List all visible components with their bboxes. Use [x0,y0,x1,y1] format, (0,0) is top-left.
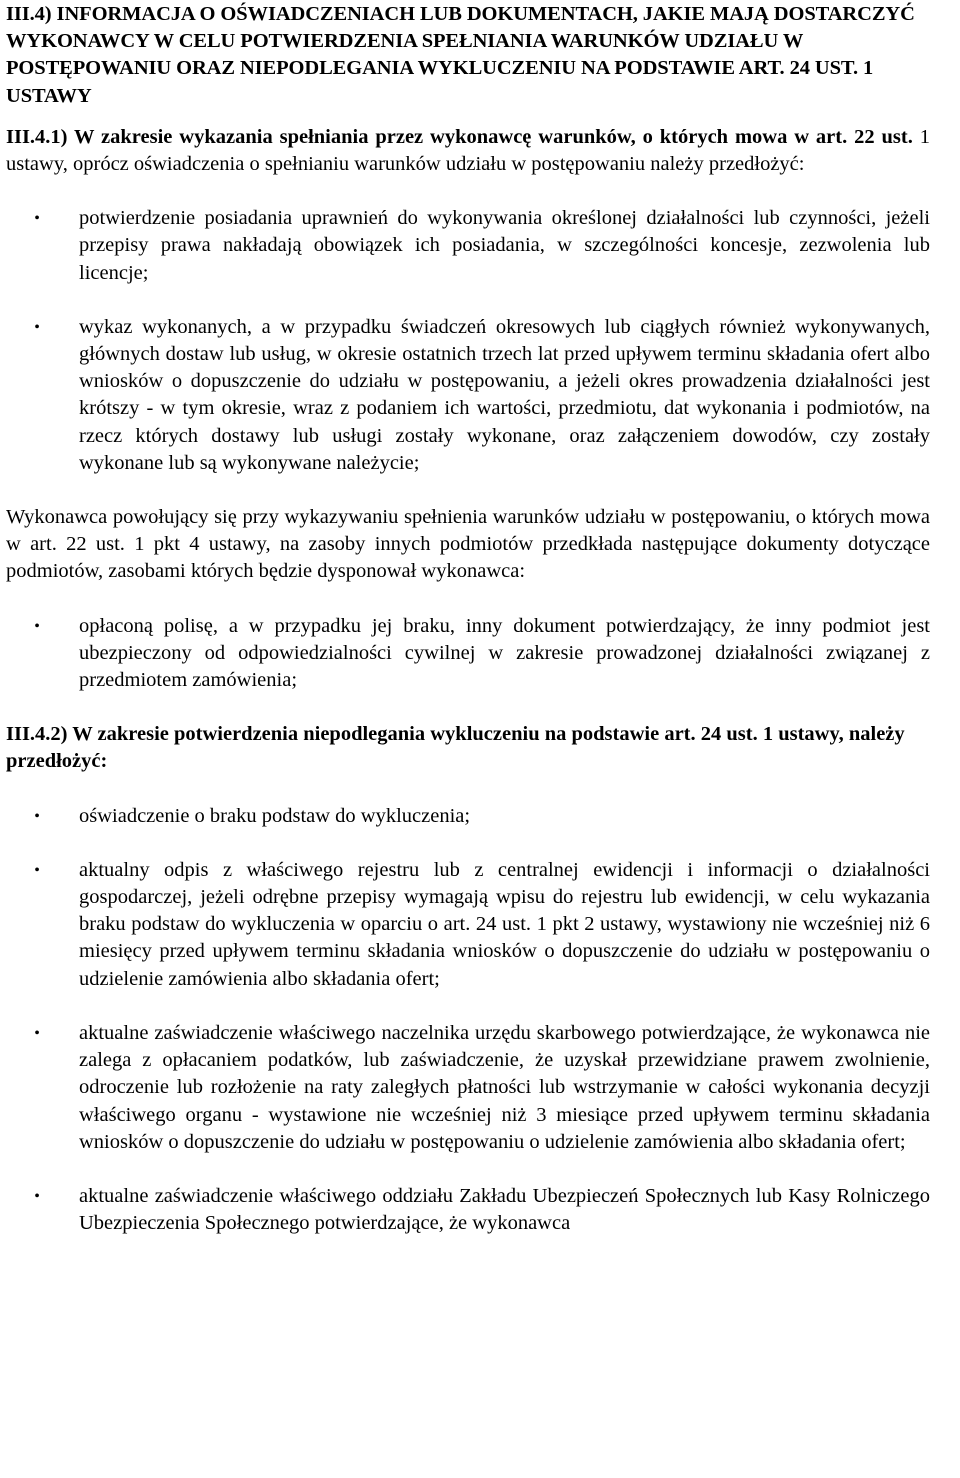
list-item-text: aktualne zaświadczenie właściwego naczelnika urzędu skarbowego potwierdzające, że wykonawca nie zalega z opłacaniem podatków, lub zaświadczenie, że uzyskał przewidziane prawem zwolnienie, odroczenie lub rozłożenie na raty zaległych płatności lub wstrzymanie w całości wykonania decyzji właściwego organu - wystawione nie wcześniej niż 3 miesiące przed upływem terminu składania wniosków o dopuszczenie do udziału w postępowaniu o udzielenie zamówienia albo składania ofert; [79,1021,930,1153]
subsection-1-heading-bold: III.4.1) W zakresie wykazania spełniania przez wykonawcę warunków, o których mowa w art. 22 ust. [6,125,913,148]
subsection-1-heading [6,124,930,178]
subsection-1-resources-list [6,613,930,695]
document-page [6,1,930,1237]
list-item-text: aktualne zaświadczenie właściwego oddziału Zakładu Ubezpieczeń Społecznych lub Kasy Rolniczego Ubezpieczenia Społecznego potwierdzające, że wykonawca [79,1184,930,1235]
bullet-icon: • [34,617,40,635]
bullet-icon: • [34,1187,40,1205]
bullet-icon: • [34,807,40,825]
bullet-icon: • [34,318,40,336]
subsection-2-heading: III.4.2) W zakresie potwierdzenia niepodlegania wykluczeniu na podstawie art. 24 ust. 1 ustawy, należy przedłożyć: [6,723,905,773]
section-heading: III.4) INFORMACJA O OŚWIADCZENIACH LUB DOKUMENTACH, JAKIE MAJĄ DOSTARCZYĆ WYKONAWCY W CELU POTWIERDZENIA SPEŁNIANIA WARUNKÓW UDZIAŁU W POSTĘPOWANIU ORAZ NIEPODLEGANIA WYKLUCZENIU NA PODSTAWIE ART. 24 UST. 1 USTAWY [6,3,915,107]
subsection-2-list [6,803,930,1238]
list-item-text: aktualny odpis z właściwego rejestru lub z centralnej ewidencji i informacji o działalności gospodarczej, jeżeli odrębne przepisy wymagają wpisu do rejestru lub ewidencji, w celu wykazania braku podstaw do wykluczenia w oparciu o art. 24 ust. 1 pkt 2 ustawy, wystawiony nie wcześniej niż 6 miesięcy przed upływem terminu składania wniosków o dopuszczenie do udziału w postępowaniu o udzielenie zamówienia albo składania ofert; [79,858,930,990]
list-item [6,1183,930,1237]
list-item-text: oświadczenie o braku podstaw do wykluczenia; [79,804,471,827]
bullet-icon: • [34,1024,40,1042]
list-item [6,857,930,993]
list-item [6,613,930,695]
bullet-icon: • [34,861,40,879]
list-item [6,1020,930,1156]
list-item-text: wykaz wykonanych, a w przypadku świadczeń okresowych lub ciągłych również wykonywanych, głównych dostaw lub usług, w okresie ostatnich trzech lat przed upływem terminu składania ofert albo wniosków o dopuszczenie do udziału w postępowaniu, a jeżeli okres prowadzenia działalności jest krótszy - w tym okresie, wraz z podaniem ich wartości, przedmiotu, dat wykonania i podmiotów, na rzecz których dostawy lub usługi zostały wykonane, oraz załączeniem dowodów, czy zostały wykonane lub są wykonywane należycie; [79,315,930,474]
subsection-1-heading-normal: 1 ustawy, oprócz oświadczenia o spełnianiu warunków udziału w postępowaniu należy przedłożyć: [6,125,931,176]
list-item-text: opłaconą polisę, a w przypadku jej braku, inny dokument potwierdzający, że inny podmiot jest ubezpieczony od odpowiedzialności cywilnej w zakresie prowadzonej działalności związanej z przedmiotem zamówienia; [79,614,930,692]
resources-paragraph: Wykonawca powołujący się przy wykazywaniu spełnienia warunków udziału w postępowaniu, o których mowa w art. 22 ust. 1 pkt 4 ustawy, na zasoby innych podmiotów przedkłada następujące dokumenty dotyczące podmiotów, zasobami których będzie dysponował wykonawca: [6,506,930,583]
list-item [6,205,930,287]
list-item [6,314,930,477]
list-item [6,803,930,830]
subsection-1-list [6,205,930,477]
list-item-text: potwierdzenie posiadania uprawnień do wykonywania określonej działalności lub czynności, jeżeli przepisy prawa nakładają obowiązek ich posiadania, w szczególności koncesje, zezwolenia lub licencje; [79,207,930,284]
bullet-icon: • [34,210,40,228]
